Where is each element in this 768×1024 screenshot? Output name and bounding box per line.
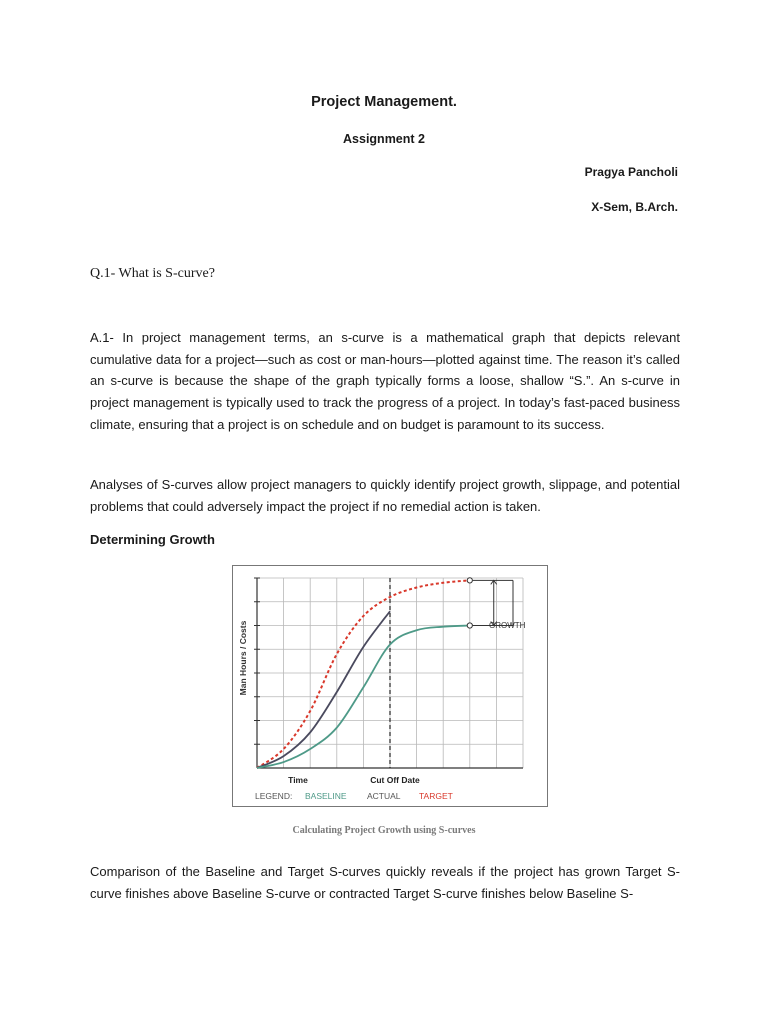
figure-caption: Calculating Project Growth using S-curves: [292, 825, 476, 836]
document-title: Project Management.: [311, 94, 457, 110]
s-curve-figure: [232, 565, 548, 807]
question-text: Q.1- What is S-curve?: [90, 266, 215, 281]
growth-label: GROWTH: [489, 621, 526, 630]
y-axis-label: Man Hours / Costs: [238, 620, 248, 696]
author-name: Pragya Pancholi: [584, 165, 678, 179]
cutoff-date-label: Cut Off Date: [370, 775, 420, 785]
analyses-paragraph: Analyses of S-curves allow project managers to quickly identify project growth, slippage, and potential problems that could adversely impact the project if no remedial action is taken.: [90, 477, 680, 514]
legend-target: TARGET: [419, 791, 453, 801]
series-endpoint-target: [467, 578, 472, 583]
comparison-paragraph: Comparison of the Baseline and Target S-curves quickly reveals if the project has grown Target S-curve finishes above Baseline S-curve or contracted Target S-curve finishes below Baseline S-: [90, 864, 680, 901]
legend-actual: ACTUAL: [367, 791, 401, 801]
series-endpoint-baseline: [467, 623, 472, 628]
x-axis-label: Time: [288, 775, 308, 785]
s-curve-chart: [233, 566, 547, 806]
legend-baseline: BASELINE: [305, 791, 347, 801]
legend-title: LEGEND:: [255, 791, 293, 801]
author-class: X-Sem, B.Arch.: [591, 200, 678, 214]
document-subtitle: Assignment 2: [343, 132, 425, 146]
answer-paragraph: A.1- In project management terms, an s-curve is a mathematical graph that depicts relevant cumulative data for a project—such as cost or man-hours—plotted against time. The reason it’s called an s-curve is because the shape of the graph typically forms a loose, shallow “S.”. An s-curve in project management is typically used to track the progress of a project. In today’s fast-paced business climate, ensuring that a project is on schedule and on budget is paramount to its success.: [90, 330, 680, 432]
section-heading: Determining Growth: [90, 532, 215, 547]
